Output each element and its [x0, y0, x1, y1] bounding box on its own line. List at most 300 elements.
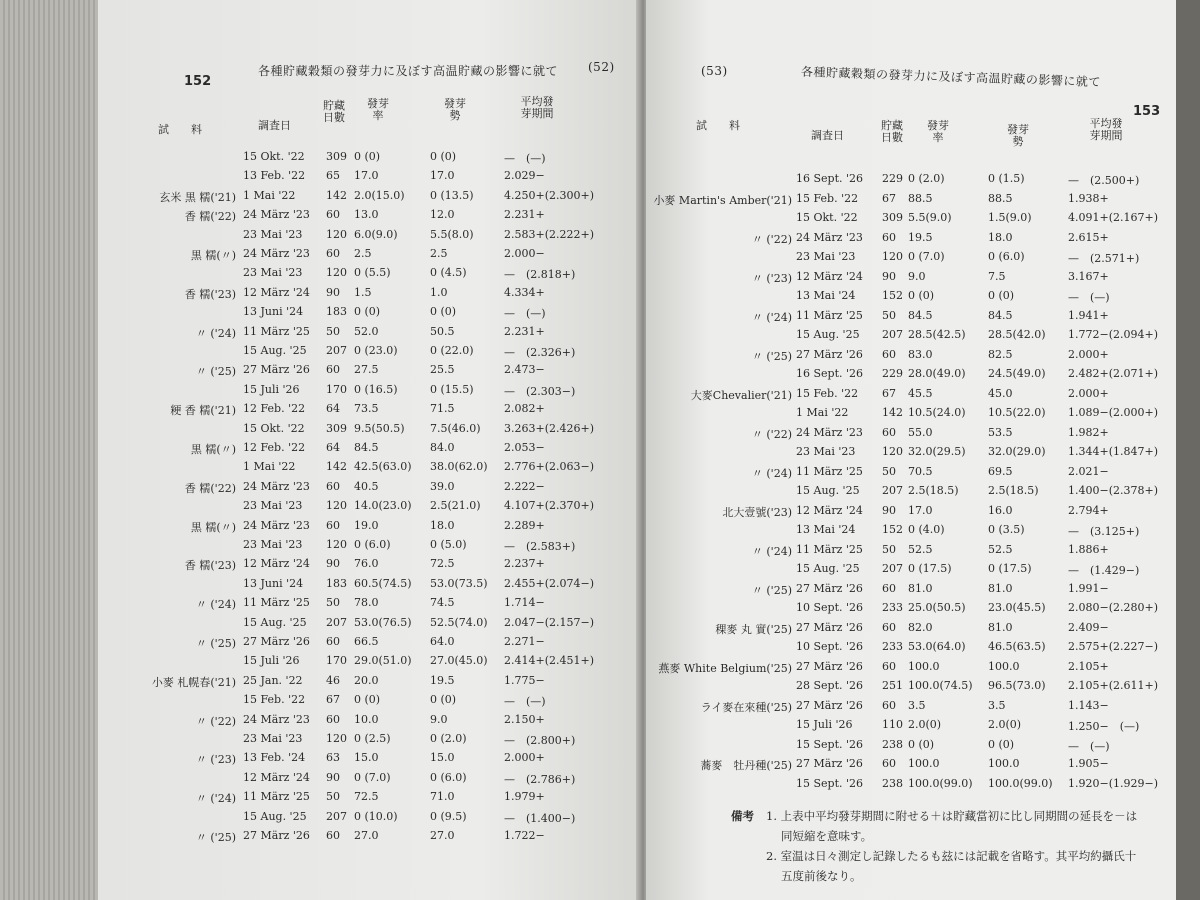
- header-date: 調査日: [258, 119, 291, 132]
- cell-period: 1.089−(2.000+): [1068, 406, 1158, 419]
- cell-period: 2.105+: [1068, 659, 1109, 673]
- cell-date: 12 Feb. '22: [243, 402, 306, 416]
- cell-period: 2.776+(2.063−): [504, 460, 594, 474]
- table-row: [646, 738, 1176, 756]
- cell-sample: 〃 ('25): [751, 349, 792, 363]
- cell-rate: 10.0: [354, 712, 379, 726]
- cell-date: 15 Aug. '25: [243, 615, 307, 629]
- cell-date: 11 März '25: [243, 596, 310, 610]
- cell-rate: 17.0: [354, 169, 379, 183]
- cell-days: 251: [882, 679, 903, 692]
- cell-period: 2.047−(2.157−): [504, 615, 594, 629]
- cell-date: 24 März '23: [243, 518, 310, 532]
- table-row: [98, 441, 643, 459]
- table-row: [98, 810, 643, 828]
- cell-period: 2.615+: [1068, 230, 1109, 244]
- cell-date: 24 März '23: [243, 247, 310, 260]
- cell-sample: 小麥 札幌春('21): [151, 675, 236, 689]
- cell-vigor: 10.5(22.0): [988, 406, 1046, 419]
- cell-sample: 蕎麥 牡丹種('25): [700, 759, 792, 772]
- cell-period: 3.167+: [1068, 269, 1109, 283]
- cell-days: 90: [326, 557, 340, 571]
- cell-date: 23 Mai '23: [243, 227, 303, 241]
- cell-vigor: 84.5: [988, 308, 1013, 322]
- table-row: [98, 674, 643, 692]
- table-row: [646, 504, 1176, 522]
- table-row: [98, 635, 643, 653]
- cell-period: 1.250− (—): [1068, 720, 1140, 733]
- note-2-line-1: 2. 室温は日々測定し記錄したるも玆には記載を省略す。其平均約攝氏十: [766, 849, 1137, 863]
- cell-rate: 45.5: [908, 386, 933, 400]
- cell-days: 50: [326, 596, 340, 610]
- table-row: [646, 250, 1176, 268]
- table-row: [646, 231, 1176, 249]
- cell-period: 1.941+: [1068, 308, 1109, 322]
- cell-period: — (2.303−): [504, 384, 576, 398]
- cell-period: 2.082+: [504, 402, 545, 416]
- cell-date: 24 März '23: [243, 479, 310, 493]
- cell-sample: 〃 ('25): [195, 365, 236, 379]
- cell-days: 207: [882, 328, 903, 341]
- cell-vigor: 53.5: [988, 425, 1013, 439]
- cell-rate: 2.0(15.0): [354, 188, 405, 202]
- cell-date: 1 Mai '22: [243, 460, 296, 474]
- table-row: [98, 829, 643, 847]
- cell-days: 142: [882, 406, 903, 419]
- cell-period: — (3.125+): [1068, 525, 1140, 538]
- cell-period: 4.250+(2.300+): [504, 188, 594, 202]
- cell-date: 10 Sept. '26: [796, 601, 864, 614]
- cell-vigor: 2.0(0): [988, 718, 1022, 731]
- cell-sample: 〃 ('24): [195, 598, 236, 612]
- cell-days: 233: [882, 640, 903, 653]
- header-rate: 發芽率: [367, 97, 389, 122]
- cell-vigor: 9.0: [430, 712, 448, 726]
- cell-days: 60: [326, 829, 340, 842]
- cell-rate: 76.0: [354, 557, 379, 571]
- cell-period: 2.029−: [504, 169, 545, 183]
- cell-period: — (—): [1068, 739, 1110, 753]
- table-row: [98, 189, 643, 207]
- cell-date: 24 März '23: [796, 425, 863, 439]
- cell-rate: 9.0: [908, 269, 926, 283]
- cell-sample: 〃 ('24): [195, 792, 236, 806]
- table-row: [98, 499, 643, 517]
- cell-rate: 6.0(9.0): [354, 227, 398, 241]
- cell-days: 238: [882, 776, 903, 790]
- table-row: [98, 228, 643, 246]
- cell-vigor: 88.5: [988, 191, 1013, 205]
- cell-period: 2.271−: [504, 635, 545, 648]
- cell-days: 50: [326, 790, 340, 804]
- cell-days: 309: [326, 421, 347, 435]
- cell-date: 13 Mai '24: [796, 289, 856, 302]
- cell-rate: 60.5(74.5): [354, 576, 412, 590]
- cell-date: 15 Aug. '25: [243, 809, 307, 823]
- table-row: [98, 344, 643, 362]
- cell-date: 15 Aug. '25: [796, 562, 860, 575]
- cell-date: 11 März '25: [796, 308, 863, 322]
- cell-days: 233: [882, 601, 903, 614]
- cell-period: 1.400−(2.378+): [1068, 484, 1158, 497]
- cell-rate: 81.0: [908, 581, 933, 595]
- cell-rate: 70.5: [908, 464, 933, 478]
- cell-period: 2.583+(2.222+): [504, 227, 594, 241]
- cell-rate: 53.0(76.5): [354, 615, 412, 629]
- cell-vigor: 0 (0): [430, 305, 457, 319]
- table-row: [98, 616, 643, 634]
- cell-days: 238: [882, 737, 903, 751]
- cell-date: 15 Aug. '25: [243, 344, 307, 357]
- table-row: [646, 582, 1176, 600]
- cell-sample: 黒 糯(〃): [190, 520, 236, 534]
- cell-vigor: 52.5: [988, 542, 1013, 556]
- cell-vigor: 0 (17.5): [988, 562, 1032, 575]
- cell-period: 2.455+(2.074−): [504, 576, 594, 590]
- cell-sample: 黒 糯(〃): [190, 249, 236, 262]
- cell-date: 15 Okt. '22: [796, 211, 858, 224]
- cell-period: — (2.571+): [1068, 252, 1140, 265]
- cell-date: 27 März '26: [243, 635, 310, 648]
- cell-days: 60: [326, 479, 340, 493]
- table-row: [646, 601, 1176, 619]
- cell-rate: 3.5: [908, 698, 926, 712]
- cell-rate: 42.5(63.0): [354, 460, 412, 474]
- cell-rate: 52.0: [354, 324, 379, 338]
- cell-period: 4.334+: [504, 285, 545, 299]
- cell-days: 60: [326, 712, 340, 726]
- cell-sample: 〃 ('24): [195, 326, 236, 340]
- cell-rate: 5.5(9.0): [908, 211, 952, 224]
- cell-date: 27 März '26: [796, 347, 863, 361]
- cell-date: 23 Mai '23: [796, 445, 856, 458]
- cell-vigor: 53.0(73.5): [430, 576, 488, 590]
- table-row: [646, 777, 1176, 795]
- table-row: [646, 660, 1176, 678]
- section-number: (52): [588, 60, 615, 74]
- cell-vigor: 81.0: [988, 620, 1013, 634]
- cell-vigor: 64.0: [430, 635, 455, 648]
- cell-period: 2.105+(2.611+): [1068, 679, 1158, 692]
- table-row: [646, 699, 1176, 717]
- cell-rate: 0 (10.0): [354, 809, 398, 823]
- cell-vigor: 7.5: [988, 269, 1006, 283]
- running-title: 各種貯藏穀類の發芽力に及ぼす高温貯藏の影響に就て: [800, 64, 1102, 90]
- cell-days: 60: [326, 363, 340, 377]
- note-1-line-1: 1. 上表中平均發芽期間に附せる＋は貯藏當初に比し同期間の延長を－は: [766, 809, 1138, 823]
- cell-days: 120: [326, 266, 347, 280]
- cell-rate: 100.0(99.0): [908, 776, 973, 790]
- table-row: [646, 211, 1176, 229]
- note-2-line-2: 五度前後なり。: [781, 869, 862, 883]
- cell-rate: 0 (0): [908, 737, 935, 751]
- cell-date: 28 Sept. '26: [796, 679, 864, 692]
- cell-rate: 0 (2.0): [908, 172, 945, 185]
- cell-period: 4.107+(2.370+): [504, 499, 594, 513]
- cell-days: 120: [326, 227, 347, 241]
- cell-sample: 燕麥 White Belgium('25): [658, 661, 792, 675]
- cell-date: 13 Mai '24: [796, 523, 856, 536]
- cell-date: 12 März '24: [243, 770, 310, 784]
- cell-vigor: 84.0: [430, 441, 455, 454]
- cell-days: 63: [326, 751, 340, 765]
- cell-period: 2.231+: [504, 208, 545, 222]
- cell-date: 1 Mai '22: [243, 188, 296, 202]
- cell-period: 1.886+: [1068, 542, 1109, 556]
- cell-vigor: 0 (0): [430, 693, 457, 707]
- cell-days: 60: [326, 518, 340, 532]
- cell-period: — (—): [504, 152, 546, 165]
- table-row: [98, 732, 643, 750]
- cell-days: 50: [882, 464, 896, 478]
- cell-days: 67: [882, 386, 896, 400]
- table-row: [98, 771, 643, 789]
- cell-sample: 〃 ('23): [195, 753, 236, 767]
- cell-vigor: 72.5: [430, 557, 455, 571]
- cell-period: 1.938+: [1068, 191, 1109, 205]
- cell-vigor: 2.5(18.5): [988, 484, 1039, 497]
- table-row: [98, 713, 643, 731]
- cell-days: 60: [326, 247, 340, 260]
- table-row: [98, 751, 643, 769]
- page-stack-edge: [0, 0, 110, 900]
- cell-period: 1.772−(2.094+): [1068, 328, 1158, 341]
- cell-rate: 73.5: [354, 402, 379, 416]
- cell-days: 60: [882, 581, 896, 595]
- cell-days: 207: [326, 344, 347, 357]
- cell-vigor: 2.5(21.0): [430, 499, 481, 513]
- cell-days: 90: [882, 503, 896, 517]
- cell-rate: 52.5: [908, 542, 933, 556]
- cell-date: 11 März '25: [796, 542, 863, 556]
- cell-date: 12 März '24: [243, 557, 310, 571]
- cell-sample: 〃 ('22): [751, 427, 792, 441]
- cell-vigor: 0 (5.0): [430, 538, 467, 551]
- cell-vigor: 0 (9.5): [430, 809, 467, 823]
- cell-vigor: 3.5: [988, 698, 1006, 712]
- cell-rate: 2.0(0): [908, 718, 942, 731]
- cell-date: 24 März '23: [243, 208, 310, 222]
- cell-vigor: 100.0(99.0): [988, 776, 1053, 790]
- cell-vigor: 82.5: [988, 347, 1013, 361]
- left-page: [98, 0, 643, 900]
- cell-vigor: 18.0: [988, 230, 1013, 244]
- header-days: 貯藏日數: [323, 99, 345, 124]
- cell-date: 23 Mai '23: [243, 266, 303, 280]
- cell-days: 229: [882, 172, 903, 185]
- cell-date: 13 Juni '24: [243, 305, 304, 319]
- table-row: [98, 480, 643, 498]
- header-days: 貯藏日數: [881, 119, 903, 144]
- cell-vigor: 0 (4.5): [430, 266, 467, 280]
- cell-date: 12 Feb. '22: [243, 441, 306, 454]
- cell-sample: 北大壹號('23): [722, 505, 792, 519]
- cell-period: 2.222−: [504, 479, 545, 493]
- header-vigor: 發芽勢: [1007, 123, 1029, 148]
- cell-days: 60: [882, 698, 896, 712]
- cell-vigor: 0 (6.0): [988, 250, 1025, 263]
- table-row: [646, 328, 1176, 346]
- cell-rate: 55.0: [908, 425, 933, 439]
- cell-vigor: 1.0: [430, 285, 448, 299]
- cell-rate: 19.5: [908, 230, 933, 244]
- cell-period: — (2.500+): [1068, 174, 1140, 187]
- cell-date: 15 Okt. '22: [243, 150, 305, 163]
- cell-vigor: 28.5(42.0): [988, 328, 1046, 341]
- cell-vigor: 1.5(9.0): [988, 211, 1032, 224]
- table-row: [98, 654, 643, 672]
- cell-rate: 0 (6.0): [354, 538, 391, 551]
- cell-sample: 〃 ('25): [195, 831, 236, 844]
- cell-days: 60: [326, 208, 340, 222]
- table-row: [646, 426, 1176, 444]
- table-row: [646, 621, 1176, 639]
- cell-sample: 稞麥 丸 實('25): [715, 622, 792, 636]
- table-row: [98, 286, 643, 304]
- cell-period: 2.000+: [1068, 386, 1109, 400]
- table-row: [98, 460, 643, 478]
- cell-vigor: 38.0(62.0): [430, 460, 488, 474]
- cell-date: 11 März '25: [243, 324, 310, 338]
- cell-vigor: 69.5: [988, 464, 1013, 478]
- cell-period: 2.150+: [504, 712, 545, 726]
- cell-date: 13 Feb. '22: [243, 169, 306, 183]
- cell-date: 27 März '26: [796, 757, 863, 770]
- table-row: [646, 172, 1176, 190]
- header-period: 平均發芽期間: [1089, 117, 1123, 142]
- cell-days: 309: [882, 211, 903, 224]
- cell-rate: 27.5: [354, 363, 379, 377]
- cell-period: 2.414+(2.451+): [504, 654, 594, 668]
- cell-vigor: 27.0(45.0): [430, 654, 488, 668]
- cell-sample: 小麥 Martin's Amber('21): [653, 193, 792, 207]
- cell-sample: 香 糯('23): [184, 559, 236, 573]
- cell-vigor: 5.5(8.0): [430, 227, 474, 241]
- cell-period: 1.143−: [1068, 698, 1109, 712]
- cell-sample: ライ麥在來種('25): [700, 700, 792, 714]
- cell-rate: 13.0: [354, 208, 379, 222]
- cell-rate: 0 (0): [354, 693, 381, 707]
- table-row: [646, 543, 1176, 561]
- cell-rate: 88.5: [908, 191, 933, 205]
- table-row: [646, 192, 1176, 210]
- cell-rate: 53.0(64.0): [908, 640, 966, 653]
- notes-label: 備考: [731, 809, 754, 823]
- cell-days: 60: [882, 425, 896, 439]
- cell-sample: 玄米 黒 糯('21): [159, 190, 236, 204]
- cell-days: 60: [882, 620, 896, 634]
- cell-vigor: 74.5: [430, 596, 455, 610]
- section-number: (53): [701, 64, 728, 78]
- cell-date: 23 Mai '23: [243, 499, 303, 513]
- cell-date: 12 März '24: [243, 285, 310, 299]
- cell-vigor: 46.5(63.5): [988, 640, 1046, 653]
- cell-rate: 78.0: [354, 596, 379, 610]
- cell-date: 15 Juli '26: [796, 718, 853, 731]
- cell-days: 65: [326, 169, 340, 183]
- cell-days: 120: [326, 538, 347, 551]
- cell-days: 60: [882, 230, 896, 244]
- cell-sample: 〃 ('25): [195, 637, 236, 650]
- cell-date: 1 Mai '22: [796, 406, 849, 419]
- table-row: [646, 289, 1176, 307]
- cell-days: 90: [326, 285, 340, 299]
- cell-sample: 〃 ('25): [751, 583, 792, 597]
- cell-rate: 9.5(50.5): [354, 421, 405, 435]
- cell-days: 183: [326, 305, 347, 319]
- cell-vigor: 0 (13.5): [430, 188, 474, 202]
- cell-vigor: 0 (15.5): [430, 382, 474, 396]
- cell-vigor: 71.5: [430, 402, 455, 416]
- table-row: [98, 247, 643, 265]
- cell-date: 15 Juli '26: [243, 382, 300, 396]
- cell-days: 207: [326, 615, 347, 629]
- cell-rate: 84.5: [354, 441, 379, 454]
- table-row: [98, 266, 643, 284]
- page-number: 153: [1133, 104, 1161, 119]
- cell-days: 110: [882, 718, 903, 731]
- table-row: [98, 325, 643, 343]
- cell-date: 16 Sept. '26: [796, 172, 864, 185]
- cell-vigor: 0 (1.5): [988, 172, 1025, 185]
- cell-days: 60: [882, 757, 896, 770]
- cell-vigor: 27.0: [430, 829, 455, 842]
- cell-date: 27 März '26: [796, 698, 863, 712]
- cell-days: 60: [326, 635, 340, 648]
- cell-days: 309: [326, 150, 347, 163]
- cell-rate: 32.0(29.5): [908, 445, 966, 458]
- cell-date: 15 Aug. '25: [796, 328, 860, 341]
- cell-sample: 香 糯('22): [184, 210, 236, 224]
- table-row: [98, 383, 643, 401]
- cell-rate: 27.0: [354, 829, 379, 842]
- cell-date: 12 März '24: [796, 503, 863, 517]
- cell-rate: 83.0: [908, 347, 933, 361]
- cell-date: 15 Feb. '22: [796, 386, 859, 400]
- cell-date: 15 Okt. '22: [243, 421, 305, 435]
- cell-date: 23 Mai '23: [243, 538, 303, 551]
- cell-rate: 28.5(42.5): [908, 328, 966, 341]
- table-row: [646, 562, 1176, 580]
- cell-sample: 黒 糯(〃): [190, 443, 236, 456]
- cell-period: 4.091+(2.167+): [1068, 211, 1158, 224]
- cell-date: 15 Feb. '22: [243, 693, 306, 707]
- cell-vigor: 52.5(74.0): [430, 615, 488, 629]
- cell-rate: 0 (2.5): [354, 732, 391, 745]
- page-number: 152: [184, 74, 212, 89]
- cell-period: 1.775−: [504, 673, 545, 687]
- cell-date: 24 März '23: [796, 230, 863, 244]
- cell-date: 15 Sept. '26: [796, 737, 864, 751]
- cell-sample: 香 糯('23): [184, 287, 236, 301]
- cell-days: 50: [882, 542, 896, 556]
- cell-period: — (2.583+): [504, 540, 576, 553]
- cell-days: 60: [882, 659, 896, 673]
- cell-days: 64: [326, 441, 340, 454]
- cell-days: 120: [326, 732, 347, 745]
- cell-period: 1.991−: [1068, 581, 1109, 595]
- table-row: [98, 693, 643, 711]
- cell-date: 27 März '26: [796, 581, 863, 595]
- cell-sample: 粳 香 糯('21): [170, 404, 236, 418]
- cell-rate: 2.5(18.5): [908, 484, 959, 497]
- cell-period: — (1.429−): [1068, 564, 1140, 577]
- cell-days: 183: [326, 576, 347, 590]
- cell-days: 50: [882, 308, 896, 322]
- table-row: [646, 465, 1176, 483]
- cell-rate: 100.0: [908, 659, 940, 673]
- cell-rate: 14.0(23.0): [354, 499, 412, 513]
